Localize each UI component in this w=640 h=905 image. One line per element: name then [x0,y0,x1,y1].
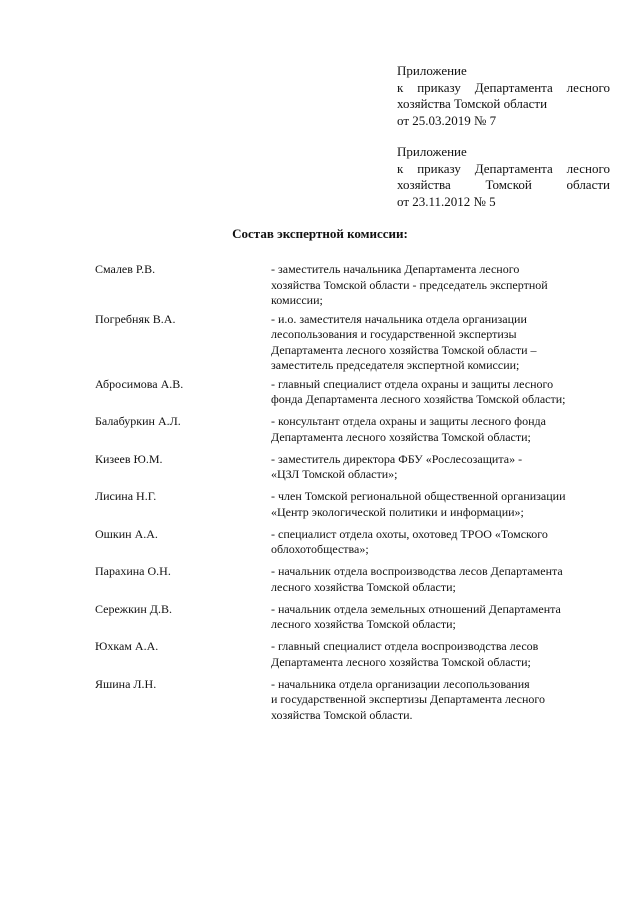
appendix-order-line: к приказу Департамента лесного [397,79,610,95]
member-role: - член Томской региональной общественной организации «Центр экологической политики и информации»; [271,489,566,519]
member-row [95,452,615,490]
member-role: - начальник отдела воспроизводства лесов Департамента лесного хозяйства Томской области; [271,564,563,594]
member-role: - начальника отдела организации лесопользования и государственной экспертизы Департамента лесного хозяйства Томской области. [271,676,546,722]
member-role: - главный специалист отдела воспроизводства лесов Департамента лесного хозяйства Томской области; [271,639,539,669]
member-name: Смалев Р.В. [95,262,156,276]
commission-members-list [95,262,615,722]
member-name: Балабуркин А.Л. [95,414,181,428]
member-name: Погребняк В.А. [95,311,176,326]
appendix-current [397,63,610,129]
member-row [95,527,615,565]
appendix-date-line: от 25.03.2019 № 7 [397,112,497,128]
appendix-date-line: от 23.11.2012 № 5 [397,193,496,209]
member-row [95,312,615,377]
member-role: - консультант отдела охраны и защиты лесного фонда Департамента лесного хозяйства Томской области; [271,414,546,444]
member-name: Парахина О.Н. [95,564,171,578]
member-role: - специалист отдела охоты, охотовед ТРОО «Томского облохотобщества»; [271,526,548,556]
member-row [95,414,615,452]
appendix-department-line: хозяйства Томской области [397,177,610,192]
appendix-label: Приложение [397,144,467,159]
member-role: - и.о. заместителя начальника отдела организации лесопользования и государственной экспертизы Департамента лесного хозяйства Томской области – заместитель председателя экспертной комиссии; [271,311,537,372]
member-row [95,602,615,640]
member-name: Лисина Н.Г. [95,489,157,503]
document-title: Состав экспертной комиссии: [232,226,408,241]
member-name: Кизеев Ю.М. [95,451,163,466]
member-row [95,262,615,307]
appendix-original [397,144,610,210]
member-row [95,377,615,415]
appendix-department-line: хозяйства Томской области [397,96,548,111]
member-row [95,564,615,602]
member-role: - начальник отдела земельных отношений Департамента лесного хозяйства Томской области; [271,601,561,631]
member-name: Яшина Л.Н. [95,676,157,691]
member-name: Сережкин Д.В. [95,601,172,616]
appendix-order-line: к приказу Департамента лесного [397,160,610,176]
member-role: - главный специалист отдела охраны и защиты лесного фонда Департамента лесного хозяйства Томской области; [271,376,566,406]
member-role: - заместитель директора ФБУ «Рослесозащита» - «ЦЗЛ Томской области»; [271,451,523,481]
member-row [95,676,615,722]
member-name: Юхкам А.А. [95,639,159,653]
member-role: - заместитель начальника Департамента лесного хозяйства Томской области - председатель экспертной комиссии; [271,262,548,307]
member-name: Ошкин А.А. [95,526,158,541]
member-row [95,489,615,527]
member-row [95,639,615,677]
member-name: Абросимова А.В. [95,376,184,391]
appendix-label: Приложение [397,63,467,78]
